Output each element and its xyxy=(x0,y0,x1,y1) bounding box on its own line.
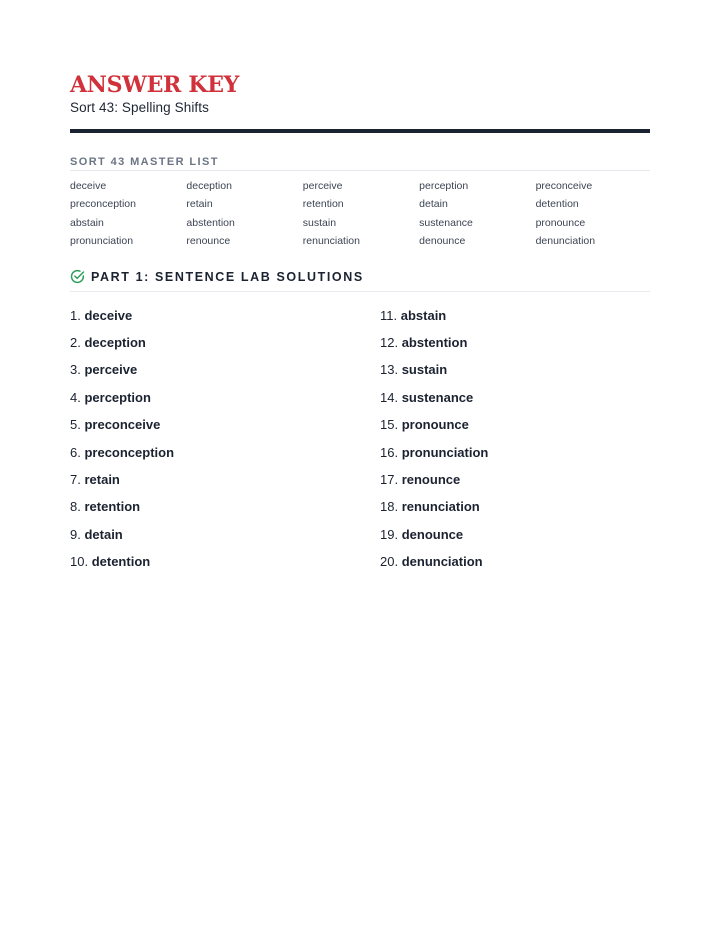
answer-word: denounce xyxy=(401,526,464,542)
answer-item xyxy=(380,356,650,383)
answer-number: 1. xyxy=(70,307,81,323)
answer-number: 20. xyxy=(380,554,399,570)
answer-key-page xyxy=(70,72,650,576)
master-list-word: abstain xyxy=(70,216,104,229)
answer-item xyxy=(70,439,380,466)
master-list-word: abstention xyxy=(186,216,235,229)
check-circle-icon xyxy=(70,269,85,284)
answer-number: 6. xyxy=(70,444,81,460)
answers-list xyxy=(70,302,650,576)
answer-number: 13. xyxy=(380,362,399,378)
header-divider xyxy=(70,129,650,133)
answer-word: renounce xyxy=(401,471,461,487)
answer-number: 4. xyxy=(70,389,81,405)
answer-number: 3. xyxy=(70,362,81,378)
answer-word: denunciation xyxy=(401,554,483,570)
answer-word: preconceive xyxy=(84,417,161,433)
master-list-word: deception xyxy=(186,180,232,192)
answer-item xyxy=(70,466,380,493)
answer-item xyxy=(70,411,380,438)
answer-word: perception xyxy=(84,389,151,405)
answer-word: preconception xyxy=(84,444,175,460)
part1-heading xyxy=(70,267,650,287)
page-title: ANSWER KEY xyxy=(70,72,240,98)
page-subtitle: Sort 43: Spelling Shifts xyxy=(70,100,209,115)
answer-item xyxy=(380,329,650,356)
master-list-word: preconception xyxy=(70,198,136,211)
answer-word: deceive xyxy=(84,307,133,323)
answer-number: 19. xyxy=(380,526,399,542)
answer-word: renunciation xyxy=(401,499,480,515)
answer-number: 7. xyxy=(70,471,81,487)
answer-item xyxy=(70,356,380,383)
master-list-word: denounce xyxy=(419,235,466,248)
answer-item xyxy=(380,466,650,493)
answer-item xyxy=(380,439,650,466)
answer-number: 2. xyxy=(70,335,81,351)
answer-item xyxy=(380,548,650,575)
answer-word: perceive xyxy=(84,362,138,378)
answer-number: 18. xyxy=(380,499,399,515)
answer-number: 12. xyxy=(380,335,399,351)
part1-divider xyxy=(70,291,650,292)
master-list-word: pronounce xyxy=(535,216,586,229)
answer-number: 11. xyxy=(380,307,398,323)
master-list-word: perception xyxy=(419,180,469,192)
answer-item xyxy=(380,521,650,548)
answer-item xyxy=(70,493,380,520)
answer-item xyxy=(70,384,380,411)
answer-number: 16. xyxy=(380,444,399,460)
answer-item xyxy=(380,493,650,520)
answer-item xyxy=(70,302,380,329)
answer-word: detain xyxy=(84,526,123,542)
answer-word: sustenance xyxy=(401,389,474,405)
master-list-word: preconceive xyxy=(535,180,593,192)
answer-word: retain xyxy=(84,471,120,487)
answer-word: abstain xyxy=(400,307,447,323)
master-list-word: retention xyxy=(302,198,344,211)
master-list-word: detention xyxy=(535,198,579,211)
master-list-word: perceive xyxy=(302,180,343,192)
master-list-word: detain xyxy=(419,198,448,211)
answer-number: 8. xyxy=(70,499,81,515)
answer-number: 17. xyxy=(380,471,399,487)
answer-item xyxy=(380,384,650,411)
master-list-word: retain xyxy=(186,198,213,211)
answer-word: detention xyxy=(91,554,151,570)
answer-number: 10. xyxy=(70,554,89,570)
answer-number: 15. xyxy=(380,417,399,433)
answer-word: deception xyxy=(84,335,146,351)
answer-word: sustain xyxy=(401,362,448,378)
master-list-heading: SORT 43 MASTER LIST xyxy=(70,156,219,168)
answer-number: 5. xyxy=(70,417,81,433)
master-list-word: denunciation xyxy=(535,235,596,248)
answer-number: 14. xyxy=(380,389,399,405)
answer-number: 9. xyxy=(70,526,81,542)
answer-word: pronunciation xyxy=(401,444,489,460)
answer-item xyxy=(380,411,650,438)
answer-item xyxy=(70,329,380,356)
master-list-divider xyxy=(70,170,650,171)
master-list-word: pronunciation xyxy=(70,235,134,248)
master-list-word: renounce xyxy=(186,235,231,248)
answer-item xyxy=(380,302,650,329)
master-list-word: sustain xyxy=(302,216,337,229)
answer-item xyxy=(70,548,380,575)
answer-word: pronounce xyxy=(401,417,469,433)
master-list-word: renunciation xyxy=(302,235,360,248)
master-list-word: sustenance xyxy=(419,216,473,229)
answer-item xyxy=(70,521,380,548)
master-list-grid xyxy=(70,177,650,251)
answer-word: retention xyxy=(84,499,141,515)
master-list-word: deceive xyxy=(70,180,107,192)
part1-title: PART 1: SENTENCE LAB SOLUTIONS xyxy=(91,269,364,284)
answer-word: abstention xyxy=(401,335,468,351)
